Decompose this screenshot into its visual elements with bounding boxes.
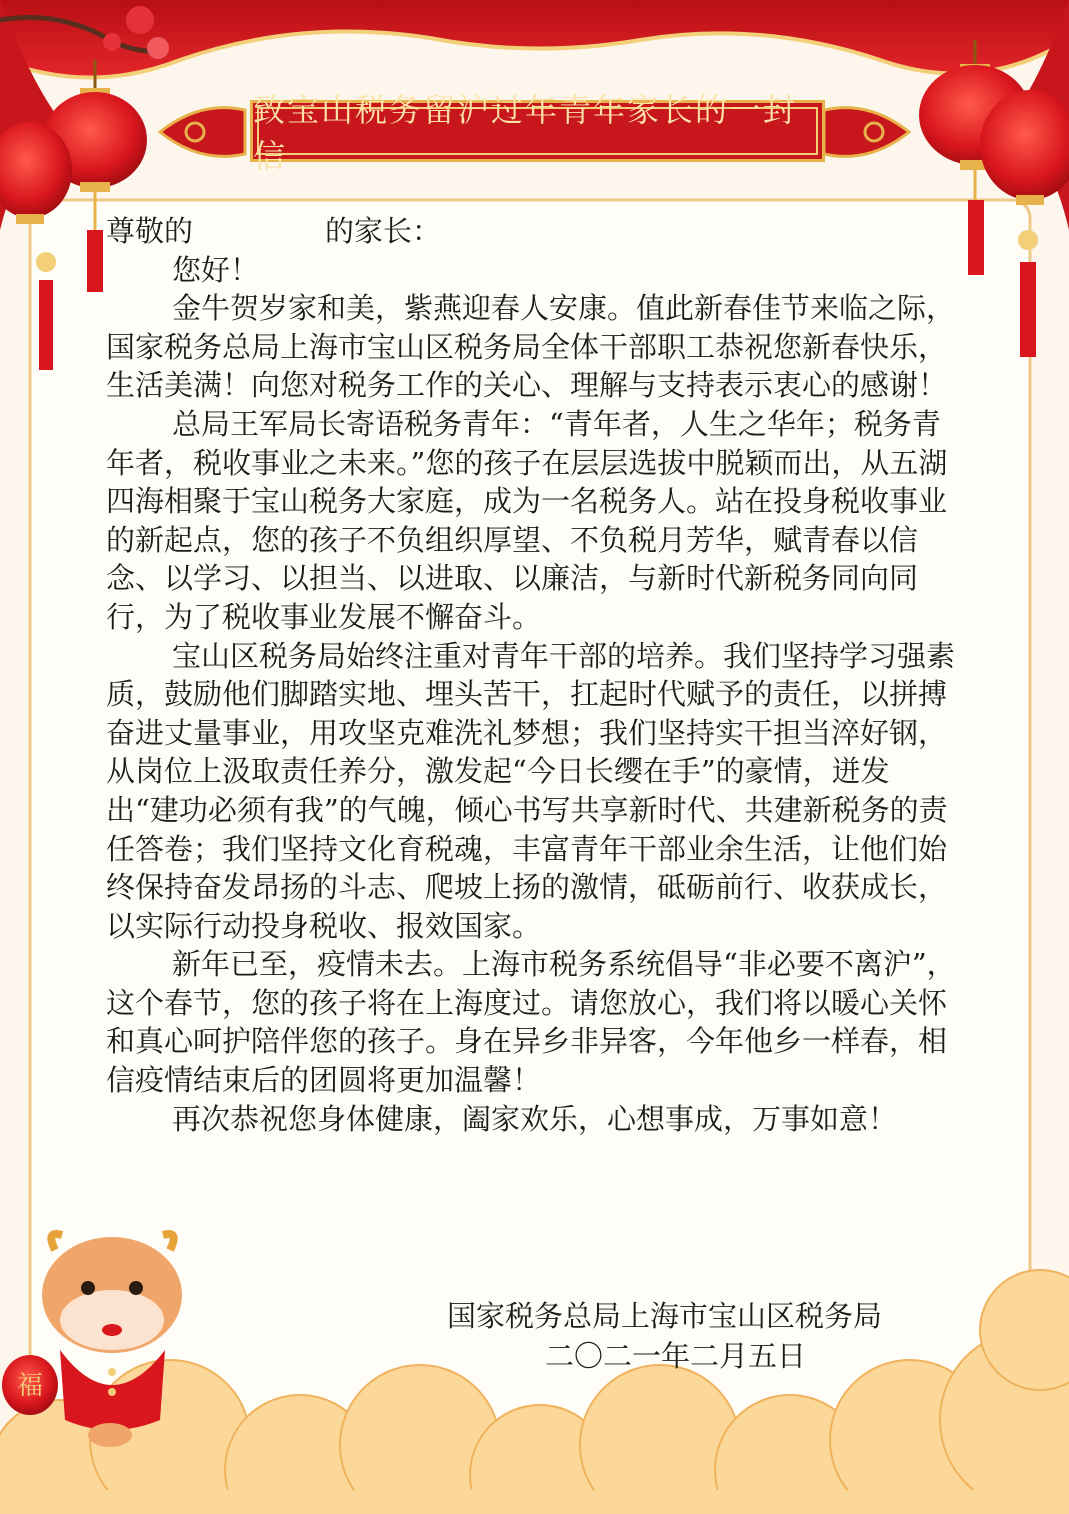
lantern-fu-glyph: 福	[16, 1371, 44, 1401]
paragraph-4: 新年已至，疫情未去。上海市税务系统倡导“非必要不离沪”，这个春节，您的孩子将在上海度过。请您放心，我们将以暖心关怀和真心呵护陪伴您的孩子。身在异乡非异客，今年他乡一样春，相信疫情结束后的团圆将更加温馨！	[106, 947, 956, 1098]
signature-organization: 国家税务总局上海市宝山区税务局	[447, 1299, 883, 1333]
name-blank	[193, 212, 325, 251]
page-title: 致宝山税务留沪过年青年家长的一封信	[253, 91, 798, 175]
paragraph-3: 宝山区税务局始终注重对青年干部的培养。我们坚持学习强素质，鼓励他们脚踏实地、埋头苦干，扛起时代赋予的责任，以拼搏奋进丈量事业，用攻坚克难洗礼梦想；我们坚持实干担当淬好钢，从岗位上汲取责任养分，激发起“今日长缨在手”的豪情，迸发出“建功必须有我”的气魄，倾心书写共享新时代、共建新税务的责任答卷；我们坚持文化育税魂，丰富青年干部业余生活，让他们始终保持奋发昂扬的斗志、爬坡上扬的激情，砥砺前行、收获成长，以实际行动投身税收、报效国家。	[106, 638, 956, 943]
blossom-icon	[126, 6, 154, 34]
salutation-prefix: 尊敬的	[106, 214, 194, 248]
paragraph-2: 总局王军局长寄语税务青年：“青年者，人生之华年；税务青年者，税收事业之未来。”您的孩子在层层选拔中脱颖而出，从五湖四海相聚于宝山税务大家庭，成为一名税务人。站在投身税收事业的新起点，您的孩子不负组织厚望、不负税月芳华，赋青春以信念、以学习、以担当、以进取、以廉洁，与新时代新税务同向同行，为了税收事业发展不懈奋斗。	[106, 406, 948, 634]
signature-date: 二〇二一年二月五日	[545, 1339, 807, 1373]
title-banner	[250, 91, 825, 175]
greeting: 您好！	[172, 252, 260, 287]
salutation-suffix: 的家长：	[325, 214, 442, 248]
paragraph-5: 再次恭祝您身体健康，阖家欢乐，心想事成，万事如意！	[172, 1101, 898, 1136]
salutation	[106, 212, 956, 251]
letter-body	[106, 212, 956, 1138]
paragraph-1: 金牛贺岁家和美，紫燕迎春人安康。值此新春佳节来临之际，国家税务总局上海市宝山区税务局全体干部职工恭祝您新春快乐，生活美满！向您对税务工作的关心、理解与支持表示衷心的感谢！	[106, 291, 956, 403]
signature-block	[447, 1296, 882, 1376]
